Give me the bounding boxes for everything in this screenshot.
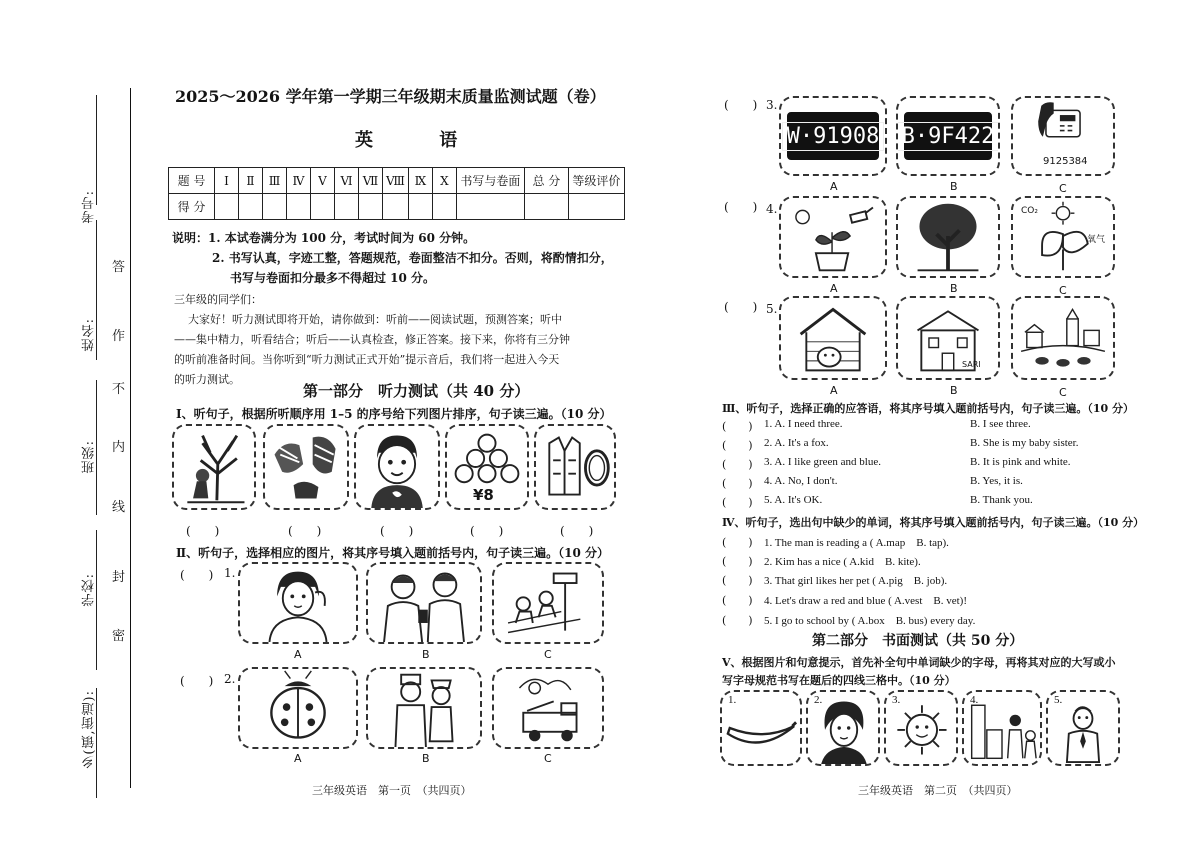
q1-picture-tree-man: [172, 424, 256, 510]
phone-number: 9125384: [1043, 156, 1088, 167]
score-col: Ⅳ: [287, 168, 311, 194]
q5-picture-family-vet: [962, 690, 1042, 766]
q3-option-b: B. Thank you.: [970, 494, 1033, 506]
score-col: Ⅶ: [359, 168, 383, 194]
score-value-row: [169, 194, 625, 220]
choice-label: C: [1059, 182, 1067, 195]
q5-picture-banana: [720, 690, 802, 766]
q3-option-a: 2. A. It's a fox.: [764, 437, 829, 449]
village-illustration: [1013, 298, 1113, 378]
q2-item-number: 3.: [766, 98, 778, 112]
vest-illustration: [536, 426, 614, 508]
doctor-nurse-illustration: [368, 669, 480, 747]
field-id: 考号:: [82, 190, 97, 224]
q1-picture-boy: [354, 424, 440, 510]
q5-number: 2.: [814, 694, 823, 706]
q5-picture-woman: [806, 690, 880, 766]
doghouse-illustration: [781, 298, 885, 378]
choice-label: A: [294, 648, 302, 661]
choice-label: A: [830, 180, 838, 193]
score-col: Ⅴ: [311, 168, 335, 194]
seal-char: 答: [112, 260, 126, 275]
score-cell[interactable]: [408, 194, 432, 220]
q5-number: 4.: [970, 694, 979, 706]
choice-label: A: [830, 384, 838, 397]
q3-answer-paren[interactable]: ( ): [722, 496, 753, 509]
score-col: Ⅱ: [239, 168, 263, 194]
q2-item-number: 2.: [224, 672, 236, 686]
q4-answer-paren[interactable]: ( ): [722, 614, 753, 627]
q3-answer-paren[interactable]: ( ): [722, 458, 753, 471]
choice-label: A: [830, 282, 838, 295]
score-col: 总 分: [524, 168, 568, 194]
exam-title: 2025～2026 学年第一学期三年级期末质量监测试题（卷）: [175, 87, 606, 106]
choice-label: C: [1059, 386, 1067, 399]
q4-answer-paren[interactable]: ( ): [722, 536, 753, 549]
q1-answer-paren[interactable]: ( ): [186, 524, 220, 538]
intro-line: 的听前准备时间。当你听到“听力测试正式开始”提示音后，我们将一起进入今天: [174, 353, 560, 366]
q2-picture-school: [896, 296, 1000, 380]
score-cell[interactable]: [432, 194, 456, 220]
q4-sentence: 2. Kim has a nice ( A.kid B. kite).: [764, 556, 921, 568]
q3-answer-paren[interactable]: ( ): [722, 439, 753, 452]
part2-title: 第二部分 书面测试（共 50 分）: [812, 633, 1024, 649]
note-line-2: 2. 书写认真，字迹工整，答题规范，卷面整洁不扣分。否则，将酌情扣分，: [212, 251, 613, 265]
q1-picture-vest-mirror: [534, 424, 616, 510]
q5-picture-man-suit: [1046, 690, 1120, 766]
q5-title-line: 写字母规范书写在题后的四线三格中。（10 分）: [722, 674, 956, 687]
q2-title: Ⅱ、听句子，选择相应的图片，将其序号填入题前括号内，句子读三遍。（10 分）: [176, 546, 609, 560]
q1-answer-paren[interactable]: ( ): [380, 524, 414, 538]
score-col: Ⅲ: [263, 168, 287, 194]
field-class-line[interactable]: [96, 380, 97, 515]
score-col: Ⅸ: [408, 168, 432, 194]
q5-number: 5.: [1054, 694, 1063, 706]
choice-label: B: [422, 648, 430, 661]
q4-sentence: 1. The man is reading a ( A.map B. tap).: [764, 537, 949, 549]
subject-title: 英 语: [355, 130, 488, 151]
q1-title: Ⅰ、听句子，根据所听顺序用 1–5 的序号给下列图片排序，句子读三遍。（10 分）: [176, 407, 612, 421]
score-cell[interactable]: [263, 194, 287, 220]
seal-char: 不: [112, 382, 126, 397]
score-col: Ⅹ: [432, 168, 456, 194]
oxygen-label: 氧气: [1087, 235, 1106, 245]
q2-answer-paren[interactable]: ( ): [180, 674, 214, 688]
choice-label: C: [1059, 284, 1067, 297]
q3-option-a: 1. A. I need three.: [764, 418, 843, 430]
q1-answer-paren[interactable]: ( ): [560, 524, 594, 538]
greeting: 三年级的同学们：: [174, 293, 262, 306]
choice-label: C: [544, 648, 552, 661]
q4-answer-paren[interactable]: ( ): [722, 555, 753, 568]
seal-char: 线: [112, 500, 126, 515]
score-cell[interactable]: [239, 194, 263, 220]
plate-b-text: B·9F422: [897, 122, 1000, 151]
q4-answer-paren[interactable]: ( ): [722, 594, 753, 607]
boys-illustration: [368, 564, 480, 642]
q4-sentence: 4. Let's draw a red and blue ( A.vest B. vet)!: [764, 595, 967, 607]
tree-man-illustration: [174, 426, 254, 508]
co2-label: CO₂: [1021, 206, 1038, 216]
seal-char: 密: [112, 629, 126, 644]
note-line-1: 说明：1. 本试卷满分为 100 分，考试时间为 60 分钟。: [172, 231, 476, 245]
q5-number: 3.: [892, 694, 901, 706]
score-cell[interactable]: [311, 194, 335, 220]
field-town: 乡(镇,街道):: [82, 690, 97, 769]
q2-item-number: 5.: [766, 302, 778, 316]
q2-picture-village: [1011, 296, 1115, 380]
school-building-illustration: [898, 298, 998, 378]
score-table: [168, 167, 625, 220]
score-row-label: 得 分: [169, 194, 215, 220]
field-school-line[interactable]: [96, 530, 97, 670]
choice-label: B: [422, 752, 430, 765]
q4-answer-paren[interactable]: ( ): [722, 574, 753, 587]
field-name-line[interactable]: [96, 220, 97, 360]
seal-char: 作: [112, 329, 126, 344]
boy-illustration: [356, 426, 438, 508]
choice-label: C: [544, 752, 552, 765]
q2-answer-paren[interactable]: ( ): [724, 200, 758, 214]
q2-picture-potted-plant: [779, 196, 887, 278]
q2-picture-boys-phone: [366, 562, 482, 644]
q2-picture-photosynthesis: [1011, 196, 1115, 278]
q3-option-a: 5. A. It's OK.: [764, 494, 823, 506]
seal-char: 内: [112, 440, 126, 455]
score-col: 书写与卷面: [456, 168, 524, 194]
page-footer: 三年级英语 第一页 （共四页）: [312, 784, 472, 797]
fire-truck-illustration: [494, 669, 602, 747]
score-header-label: 题 号: [169, 168, 215, 194]
score-cell[interactable]: [335, 194, 359, 220]
q2-picture-plate-b: [896, 96, 1000, 176]
potted-plant-illustration: [781, 198, 885, 276]
field-school: 学校:: [82, 573, 97, 607]
score-col: Ⅰ: [215, 168, 239, 194]
intro-line: ——集中精力，听看结合；听后——认真检查，修正答案。接下来，你将有三分钟: [174, 333, 570, 346]
q4-title: Ⅳ、听句子，选出句中缺少的单词，将其序号填入题前括号内，句子读三遍。（10 分）: [722, 516, 1145, 529]
field-id-line[interactable]: [96, 95, 97, 205]
ladybug-illustration: [240, 669, 356, 747]
classroom-illustration: [494, 564, 602, 642]
license-plate-a: [787, 112, 879, 160]
field-name: 姓名:: [82, 318, 97, 352]
q2-picture-girl-listening: [238, 562, 358, 644]
q5-number: 1.: [728, 694, 737, 706]
q1-picture-tigers: [263, 424, 349, 510]
intro-line: 的听力测试。: [174, 373, 240, 386]
field-town-line[interactable]: [96, 688, 97, 798]
score-cell[interactable]: [215, 194, 239, 220]
score-cell[interactable]: [359, 194, 383, 220]
q2-picture-ladybug: [238, 667, 358, 749]
seal-char: 封: [112, 570, 126, 585]
choice-label: B: [950, 384, 958, 397]
q2-picture-classroom: [492, 562, 604, 644]
q2-picture-doghouse: [779, 296, 887, 380]
plate-a-text: W·91908: [782, 122, 885, 151]
q3-option-a: 3. A. I like green and blue.: [764, 456, 881, 468]
choice-label: A: [294, 752, 302, 765]
q3-option-b: B. She is my baby sister.: [970, 437, 1079, 449]
q3-option-b: B. I see three.: [970, 418, 1031, 430]
price-tag: ¥8: [473, 486, 494, 504]
q2-picture-doctor-nurse: [366, 667, 482, 749]
q2-picture-telephone: [1011, 96, 1115, 176]
score-col: 等级评价: [568, 168, 624, 194]
intro-line: 大家好！听力测试即将开始，请你做到：听前——阅读试题，预测答案；听中: [188, 313, 562, 326]
score-cell[interactable]: [524, 194, 568, 220]
q3-option-b: B. It is pink and white.: [970, 456, 1071, 468]
q1-answer-paren[interactable]: ( ): [288, 524, 322, 538]
q3-option-a: 4. A. No, I don't.: [764, 475, 838, 487]
girl-listening-illustration: [240, 564, 356, 642]
q3-option-b: B. Yes, it is.: [970, 475, 1023, 487]
q5-picture-sun: [884, 690, 958, 766]
q2-picture-plate-a: [779, 96, 887, 176]
q4-sentence: 3. That girl likes her pet ( A.pig B. job).: [764, 575, 948, 587]
q5-title-line: Ⅴ、根据图片和句意提示，首先补全句中单词缺少的字母，再将其对应的大写或小: [722, 656, 1116, 669]
choice-label: B: [950, 282, 958, 295]
school-sign: SARI: [962, 360, 981, 369]
binding-line: [130, 88, 131, 788]
q2-picture-fire-truck: [492, 667, 604, 749]
score-cell[interactable]: [383, 194, 409, 220]
score-header-row: [169, 168, 625, 194]
q2-item-number: 4.: [766, 202, 778, 216]
q3-answer-paren[interactable]: ( ): [722, 420, 753, 433]
score-cell[interactable]: [287, 194, 311, 220]
page-footer: 三年级英语 第二页 （共四页）: [858, 784, 1018, 797]
choice-label: B: [950, 180, 958, 193]
q3-title: Ⅲ、听句子，选择正确的应答语，将其序号填入题前括号内，句子读三遍。（10 分）: [722, 402, 1135, 415]
q3-answer-paren[interactable]: ( ): [722, 477, 753, 490]
tigers-illustration: [265, 426, 347, 508]
license-plate-b: [901, 112, 995, 160]
field-class: 班级:: [82, 440, 97, 474]
score-col: Ⅵ: [335, 168, 359, 194]
telephone-icon: [1013, 98, 1113, 160]
q2-item-number: 1.: [224, 566, 236, 580]
part1-title: 第一部分 听力测试（共 40 分）: [303, 382, 530, 400]
q2-picture-tree: [896, 196, 1000, 278]
q2-answer-paren[interactable]: ( ): [724, 98, 758, 112]
q4-sentence: 5. I go to school by ( A.box B. bus) every day.: [764, 615, 976, 627]
q2-answer-paren[interactable]: ( ): [724, 300, 758, 314]
q1-answer-paren[interactable]: ( ): [470, 524, 504, 538]
q2-answer-paren[interactable]: ( ): [180, 568, 214, 582]
tree-illustration: [898, 198, 998, 276]
score-col: Ⅷ: [383, 168, 409, 194]
note-line-3: 书写与卷面扣分最多不得超过 10 分。: [230, 271, 436, 285]
score-cell[interactable]: [568, 194, 624, 220]
score-cell[interactable]: [456, 194, 524, 220]
